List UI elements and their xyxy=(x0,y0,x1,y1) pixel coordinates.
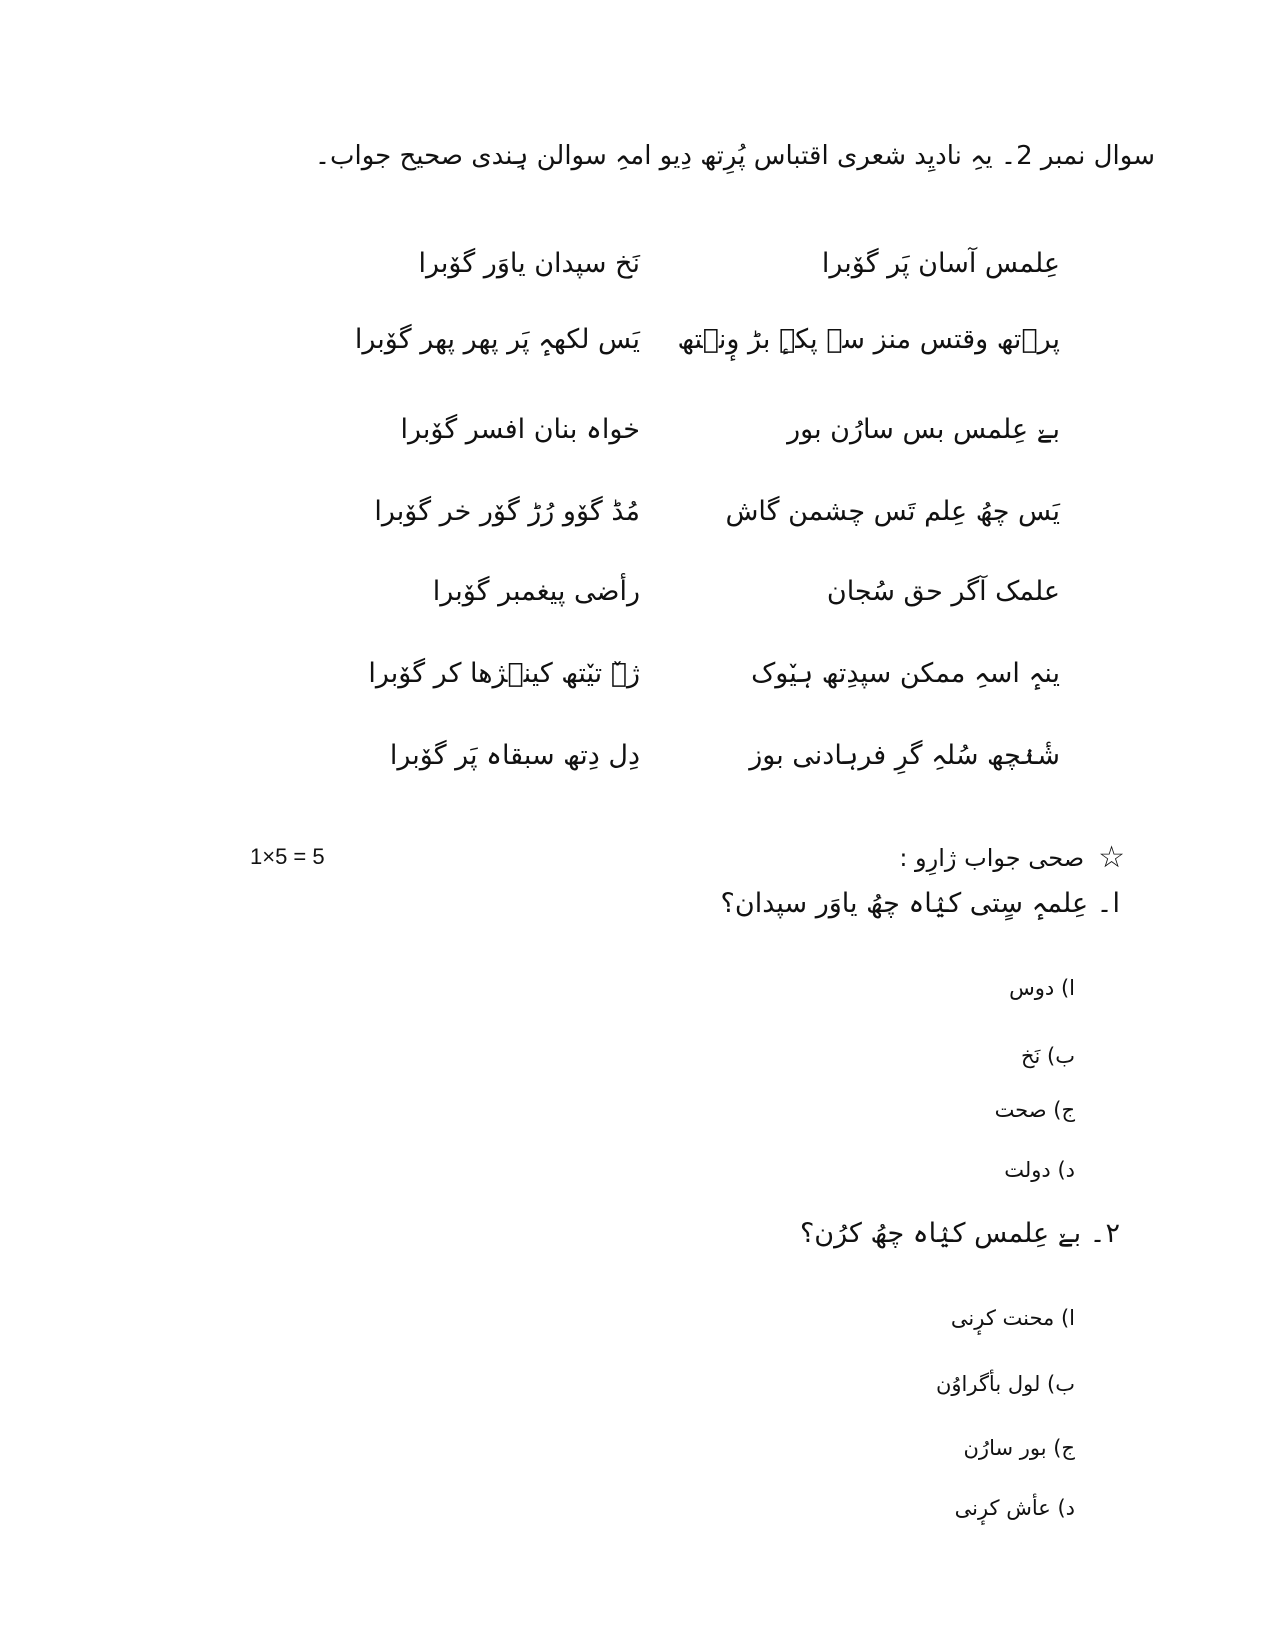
verse-misra-2: رأضی پیغمبر گوٚبرا xyxy=(432,576,640,607)
question-2-text: ۲۔ بےٚ عِلمس کیٛاہ چھُ کرُن؟ xyxy=(799,1218,1120,1249)
question-2-option-d: د) عأش کرٕنی xyxy=(954,1496,1075,1520)
question-1-option-d: د) دولت xyxy=(1004,1158,1075,1182)
verse-row xyxy=(240,570,1060,624)
verse-row xyxy=(240,242,1060,296)
verse-misra-1: شٔنٛچھ سُلہِ گرِ فرہادنی بوز xyxy=(749,740,1060,771)
question-1-option-a: ا) دوس xyxy=(1009,976,1075,1000)
verse-misra-2: یَس لکھہٕ پَر پھر پھر گوٚبرا xyxy=(354,324,640,355)
star-icon: ☆ xyxy=(1098,840,1125,875)
verse-misra-1: بےٚ عِلمس بس سارُن بور xyxy=(787,414,1060,445)
verse-row xyxy=(240,734,1060,788)
question-2-option-c: ج) بور سارُن xyxy=(963,1436,1075,1460)
question-heading: سوال نمبر 2۔ یہِ نادیِد شعری اقتباس پُرِتھ دِیو امہِ سوالن ہِندی صحیح جواب۔ xyxy=(314,141,1155,171)
question-1-text: ا۔ عِلمہٕ سٍتی کیٛاہ چھُ یاوَر سپدان؟ xyxy=(720,888,1120,919)
verse-misra-2: ژےٚ تیٚتھ کینٛژھا کر گوٚبرا xyxy=(368,658,640,689)
verse-misra-2: مُڈ گوٚو رُڑ گوٚر خر گوٚبرا xyxy=(374,496,640,527)
verse-misra-2: خواہ بنان افسر گوٚبرا xyxy=(400,414,640,445)
marks-allocation: 1×5 = 5 xyxy=(250,844,325,869)
verse-misra-1: پرٛتھ وقتس منز سے پکہٕ بڑ وٕنٛتھ xyxy=(677,324,1060,355)
verse-row xyxy=(240,318,1060,372)
question-2-option-b: ب) لول بأگراوُن xyxy=(935,1372,1075,1396)
question-2-option-a: ا) محنت کرٕنی xyxy=(950,1306,1075,1330)
verse-misra-2: نَخ سپدان یاوَر گوٚبرا xyxy=(418,248,640,279)
question-1-option-b: ب) نَخ xyxy=(1020,1044,1075,1068)
verse-misra-1: ینہٕ اسہِ ممکن سپدِتھ ہیٚوک xyxy=(751,658,1060,689)
verse-misra-1: یَس چھُ عِلم تَس چشمن گاش xyxy=(725,496,1060,527)
verse-misra-2: دِل دِتھ سبقاہ پَر گوٚبرا xyxy=(389,740,640,771)
verse-row xyxy=(240,652,1060,706)
instruction-text: صحی جواب ژارِو : xyxy=(899,844,1085,872)
verse-misra-1: عِلمس آسان پَر گوٚبرا xyxy=(821,248,1060,279)
instruction-line xyxy=(765,838,1125,878)
verse-misra-1: علمک آگر حق سُجان xyxy=(826,576,1060,607)
verse-row xyxy=(240,408,1060,462)
question-1-option-c: ج) صحت xyxy=(994,1098,1075,1122)
verse-row xyxy=(240,490,1060,544)
